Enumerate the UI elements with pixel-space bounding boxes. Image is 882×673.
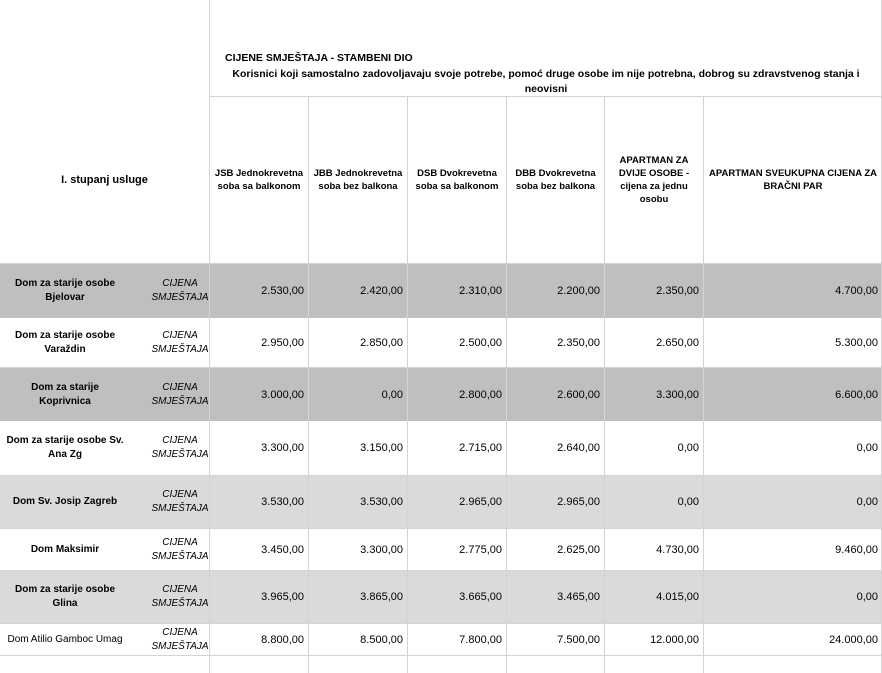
price-label: CIJENA SMJEŠTAJA [151, 489, 209, 514]
price-cell: 3.000,00 [261, 388, 304, 401]
price-cell: 2.600,00 [557, 388, 600, 401]
table-row [0, 476, 882, 528]
price-label: CIJENA SMJEŠTAJA [151, 626, 209, 652]
price-cell: 24.000,00 [829, 633, 878, 646]
grid-line [209, 96, 882, 97]
price-cell: 2.625,00 [557, 543, 600, 556]
price-cell: 3.150,00 [360, 442, 403, 454]
price-cell: 0,00 [677, 496, 699, 508]
table-row [0, 421, 882, 475]
price-cell: 12.000,00 [650, 633, 699, 646]
grid-line [604, 97, 605, 673]
price-label: CIJENA SMJEŠTAJA [151, 435, 209, 460]
price-cell: 2.715,00 [459, 442, 502, 454]
column-header-apartment-single: APARTMAN ZA DVIJE OSOBE - cijena za jednu osobu [618, 155, 690, 205]
price-cell: 2.420,00 [360, 285, 403, 297]
price-label: CIJENA SMJEŠTAJA [151, 278, 209, 303]
price-cell: 2.650,00 [656, 336, 699, 349]
grid-line [407, 97, 408, 673]
price-cell: 9.460,00 [835, 543, 878, 556]
table-row [0, 529, 882, 570]
price-cell: 2.200,00 [557, 285, 600, 297]
price-cell: 3.530,00 [261, 496, 304, 508]
column-header-dbb: DBB Dvokrevetna soba bez balkona [515, 168, 596, 192]
grid-line [209, 0, 210, 673]
price-cell: 3.530,00 [360, 496, 403, 508]
price-cell: 3.465,00 [557, 591, 600, 603]
grid-line [308, 97, 309, 673]
price-cell: 2.950,00 [261, 336, 304, 349]
price-cell: 3.965,00 [261, 591, 304, 603]
table-row [0, 571, 882, 623]
column-header-jsb: JSB Jednokrevetna soba sa balkonom [214, 168, 304, 192]
price-cell: 0,00 [856, 591, 878, 603]
price-cell: 0,00 [856, 496, 878, 508]
price-cell: 4.730,00 [656, 543, 699, 556]
table-row [0, 318, 882, 367]
price-cell: 0,00 [381, 388, 403, 401]
grid-line [0, 655, 882, 656]
facility-name: Dom Sv. Josip Zagreb [12, 496, 118, 507]
grid-line [0, 263, 882, 264]
grid-line [506, 97, 507, 673]
facility-name: Dom Maksimir [30, 543, 100, 555]
table-row [0, 624, 882, 655]
table-banner [210, 44, 882, 96]
price-cell: 2.850,00 [360, 336, 403, 349]
facility-name: Dom za starije osobe Varaždin [14, 329, 116, 355]
price-cell: 0,00 [677, 442, 699, 454]
facility-name: Dom Atilio Gamboc Umag [7, 633, 123, 645]
facility-name: Dom za starije osobe Sv. Ana Zg [6, 435, 124, 460]
price-label: CIJENA SMJEŠTAJA [151, 381, 209, 407]
price-label: CIJENA SMJEŠTAJA [151, 329, 209, 355]
table-row [0, 264, 882, 318]
price-cell: 3.300,00 [360, 543, 403, 556]
table-row [0, 368, 882, 421]
price-cell: 2.500,00 [459, 336, 502, 349]
price-cell: 2.350,00 [557, 336, 600, 349]
table-title: CIJENE SMJEŠTAJA - STAMBENI DIO [225, 52, 413, 64]
price-cell: 8.500,00 [360, 633, 403, 646]
price-cell: 4.700,00 [835, 285, 878, 297]
price-cell: 2.350,00 [656, 285, 699, 297]
price-label: CIJENA SMJEŠTAJA [151, 584, 209, 609]
facility-name: Dom za starije osobe Glina [14, 584, 116, 609]
column-header-dsb: DSB Dvokrevetna soba sa balkonom [415, 168, 499, 192]
facility-name: Dom za starije Koprivnica [31, 381, 99, 407]
facility-name: Dom za starije osobe Bjelovar [14, 278, 116, 303]
price-cell: 8.800,00 [261, 633, 304, 646]
price-cell: 2.310,00 [459, 285, 502, 297]
service-level-label: I. stupanj usluge [61, 174, 148, 186]
price-cell: 6.600,00 [835, 388, 878, 401]
price-cell: 2.965,00 [459, 496, 502, 508]
column-header-apartment-couple: APARTMAN SVEUKUPNA CIJENA ZA BRAČNI PAR [708, 168, 878, 192]
price-cell: 5.300,00 [835, 336, 878, 349]
price-cell: 3.300,00 [261, 442, 304, 454]
price-cell: 3.865,00 [360, 591, 403, 603]
price-cell: 0,00 [856, 442, 878, 454]
price-cell: 2.530,00 [261, 285, 304, 297]
price-label: CIJENA SMJEŠTAJA [151, 536, 209, 562]
grid-line [703, 97, 704, 673]
price-cell: 4.015,00 [656, 591, 699, 603]
price-cell: 3.300,00 [656, 388, 699, 401]
price-cell: 2.775,00 [459, 543, 502, 556]
price-cell: 2.800,00 [459, 388, 502, 401]
price-cell: 3.450,00 [261, 543, 304, 556]
column-header-jbb: JBB Jednokrevetna soba bez balkona [313, 168, 403, 192]
price-cell: 7.500,00 [557, 633, 600, 646]
price-cell: 2.640,00 [557, 442, 600, 454]
price-cell: 2.965,00 [557, 496, 600, 508]
price-cell: 7.800,00 [459, 633, 502, 646]
price-cell: 3.665,00 [459, 591, 502, 603]
table-description: Korisnici koji samostalno zadovoljavaju svoje potrebe, pomoć druge osobe im nije potrebna, dobrog su zdravstvenog stanja i neovisni [232, 68, 860, 95]
